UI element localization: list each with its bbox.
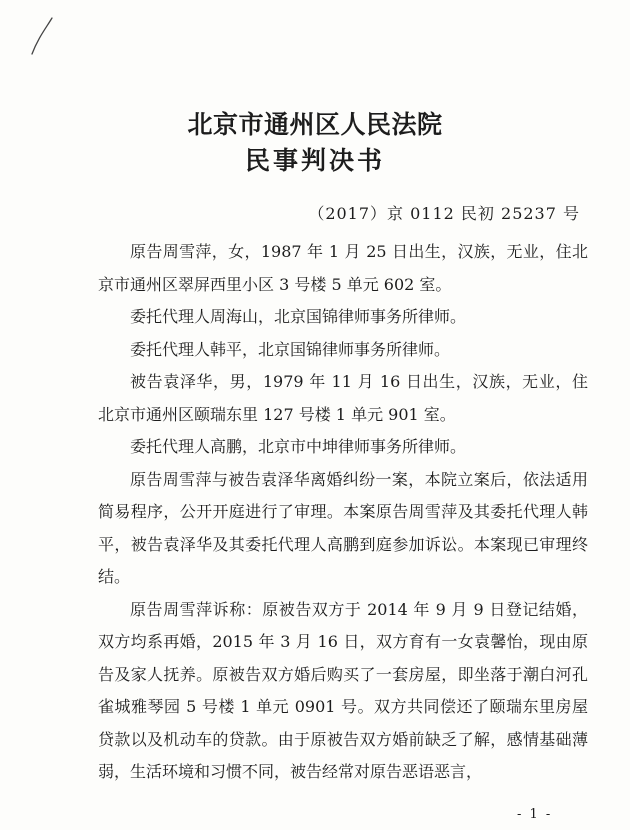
court-name: 北京市通州区人民法院 bbox=[187, 110, 443, 139]
handwritten-pen-mark bbox=[22, 14, 62, 58]
case-number: （2017）京 0112 民初 25237 号 bbox=[308, 204, 580, 223]
paragraph-case-procedure: 原告周雪萍与被告袁泽华离婚纠纷一案，本院立案后，依法适用简易程序，公开开庭进行了审理。本案原告周雪萍及其委托代理人韩平，被告袁泽华及其委托代理人高鹏到庭参加诉讼。本案现已审理终结。 bbox=[98, 469, 588, 586]
paragraph-plaintiff-agent-2: 委托代理人韩平，北京国锦律师事务所律师。 bbox=[130, 339, 451, 359]
paragraph-defendant-agent: 委托代理人高鹏，北京市中坤律师事务所律师。 bbox=[130, 437, 467, 456]
judgment-body bbox=[98, 236, 588, 789]
page-number: - 1 - bbox=[517, 807, 553, 822]
document-type: 民事判决书 bbox=[244, 146, 385, 175]
paragraph-plaintiff: 原告周雪萍，女，1987 年 1 月 25 日出生，汉族，无业，住北京市通州区翠屏西里小区 3 号楼 5 单元 602 室。 bbox=[98, 242, 588, 294]
paragraph-plaintiff-claim: 原告周雪萍诉称：原被告双方于 2014 年 9 月 9 日登记结婚，双方均系再婚，2015 年 3 月 16 日，双方育有一女袁馨怡，现由原告及家人抚养。原被告双方婚后购买了一套房屋，即坐落于潮白河孔雀城雅琴园 5 号楼 1 单元 0901 号。双方共同偿还了颐瑞东里房屋贷款以及机动车的贷款。由于原被告双方婚前缺乏了解，感情基础薄弱，生活环境和习惯不同，被告经常对原告恶语恶言， bbox=[98, 599, 588, 781]
paragraph-plaintiff-agent-1: 委托代理人周海山，北京国锦律师事务所律师。 bbox=[130, 307, 467, 326]
paragraph-defendant: 被告袁泽华，男，1979 年 11 月 16 日出生，汉族，无业，住北京市通州区颐瑞东里 127 号楼 1 单元 901 室。 bbox=[98, 372, 588, 424]
